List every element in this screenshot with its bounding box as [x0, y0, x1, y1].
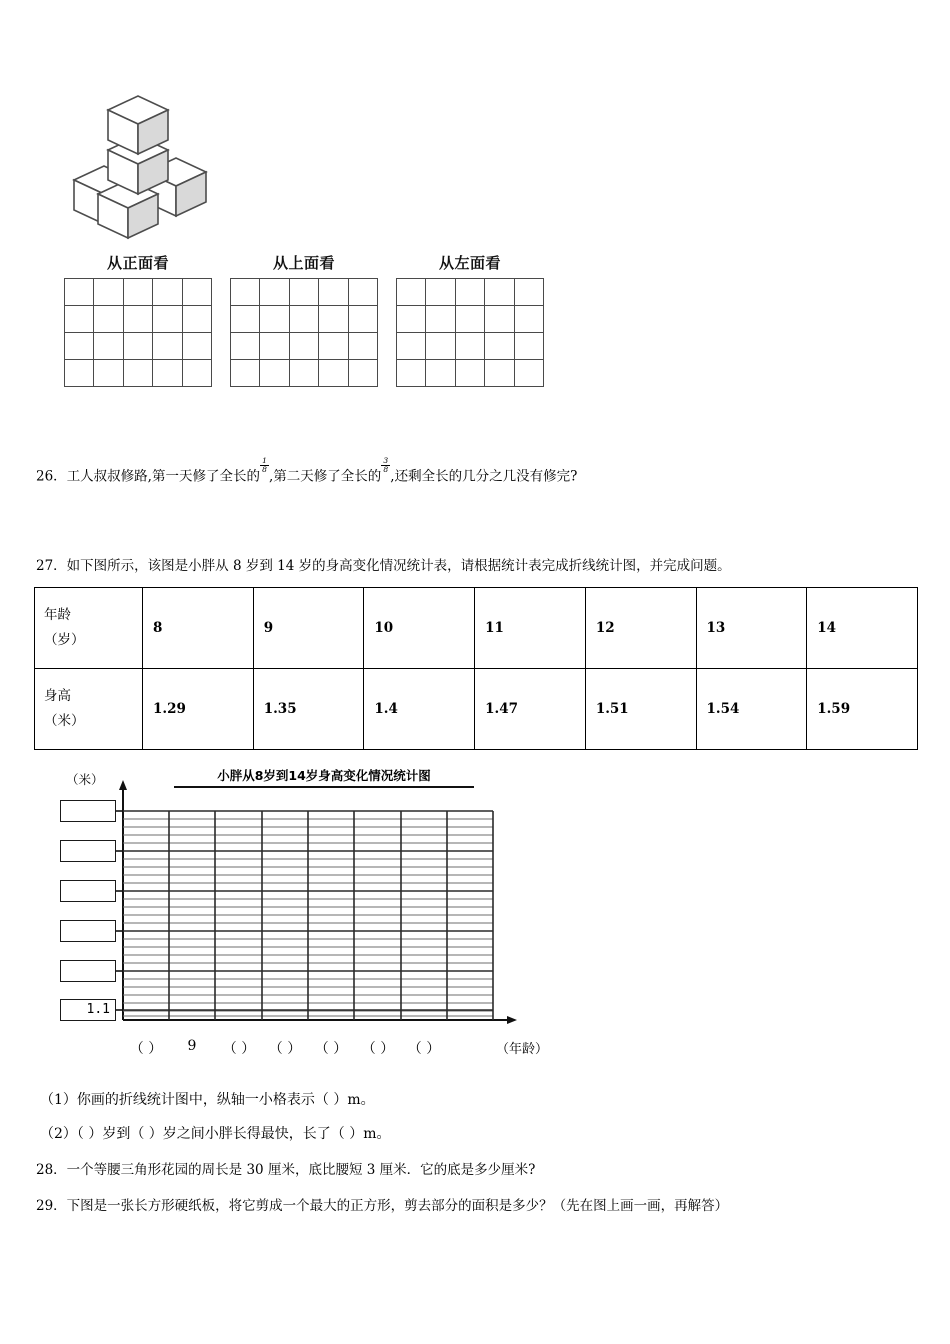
- left-view-label: 从左面看: [438, 254, 501, 272]
- grid-cell[interactable]: [94, 279, 123, 306]
- grid-cell[interactable]: [231, 360, 260, 387]
- grid-cell[interactable]: [231, 279, 260, 306]
- grid-cell[interactable]: [123, 360, 152, 387]
- question-27-sub1: （1）你画的折线统计图中，纵轴一小格表示（ ）m。: [40, 1092, 375, 1108]
- fraction-denominator: 8: [262, 464, 267, 474]
- grid-cell[interactable]: [319, 306, 348, 333]
- grid-cell[interactable]: [182, 279, 211, 306]
- grid-cell[interactable]: [485, 333, 514, 360]
- table-cell-age: 8: [143, 588, 254, 669]
- grid-cell[interactable]: [455, 279, 484, 306]
- grid-cell[interactable]: [289, 333, 318, 360]
- grid-cell[interactable]: [455, 306, 484, 333]
- y-axis-label-box-1[interactable]: 1.1: [60, 999, 116, 1021]
- table-cell-height: 1.4: [364, 669, 475, 750]
- grid-cell[interactable]: [123, 279, 152, 306]
- front-view-label: 从正面看: [106, 254, 169, 272]
- grid-cell[interactable]: [153, 333, 182, 360]
- table-cell-height: 1.51: [585, 669, 696, 750]
- row-header-height: [35, 669, 143, 750]
- table-cell-age: 14: [807, 588, 918, 669]
- table-cell-height: 1.59: [807, 669, 918, 750]
- grid-cell[interactable]: [397, 279, 426, 306]
- x-axis-label-2[interactable]: 9: [187, 1038, 197, 1054]
- grid-cell[interactable]: [182, 360, 211, 387]
- grid-cell[interactable]: [348, 360, 377, 387]
- table-cell-height: 1.35: [253, 669, 364, 750]
- fraction-one-eighth: [260, 457, 269, 473]
- grid-cell[interactable]: [514, 333, 543, 360]
- grid-cell[interactable]: [65, 279, 94, 306]
- table-cell-age: 10: [364, 588, 475, 669]
- height-statistics-table: [34, 587, 918, 750]
- table-cell-age: 13: [696, 588, 807, 669]
- fraction-three-eighths: [381, 457, 390, 473]
- grid-cell[interactable]: [319, 279, 348, 306]
- question-27: 27．如下图所示，该图是小胖从 8 岁到 14 岁的身高变化情况统计表，请根据统计表完成折线统计图，并完成问题。: [36, 558, 731, 574]
- y-axis-label-box-2[interactable]: [60, 960, 116, 982]
- left-view-block: [394, 252, 546, 387]
- grid-cell[interactable]: [65, 306, 94, 333]
- chart-grid-svg[interactable]: [56, 766, 556, 1066]
- row-header-age: [35, 588, 143, 669]
- x-axis-label-7[interactable]: （ ）: [407, 1041, 441, 1057]
- grid-cell[interactable]: [231, 306, 260, 333]
- table-cell-height: 1.29: [143, 669, 254, 750]
- grid-cell[interactable]: [397, 360, 426, 387]
- grid-cell[interactable]: [94, 360, 123, 387]
- grid-cell[interactable]: [514, 306, 543, 333]
- q26-part1: 工人叔叔修路,第一天修了全长的: [66, 468, 260, 485]
- table-row-height: [35, 669, 918, 750]
- grid-cell[interactable]: [65, 360, 94, 387]
- front-view-grid[interactable]: [64, 278, 212, 387]
- grid-cell[interactable]: [348, 333, 377, 360]
- q26-part3: ,还剩全长的几分之几没有修完?: [390, 468, 578, 485]
- question-28: 28．一个等腰三角形花园的周长是 30 厘米，底比腰短 3 厘米．它的底是多少厘米?: [36, 1162, 536, 1178]
- grid-cell[interactable]: [289, 279, 318, 306]
- question-27-sub2: （2）（ ）岁到（ ）岁之间小胖长得最快，长了（ ）m。: [40, 1126, 391, 1142]
- row-header-age-line2: （岁）: [44, 632, 85, 648]
- q26-number: 26．: [36, 468, 67, 485]
- q26-part2: ,第二天修了全长的: [268, 468, 382, 485]
- table-cell-age: 9: [253, 588, 364, 669]
- grid-cell[interactable]: [94, 333, 123, 360]
- grid-cell[interactable]: [348, 306, 377, 333]
- fraction-numerator: 3: [381, 457, 390, 466]
- grid-cell[interactable]: [514, 279, 543, 306]
- y-axis-label-box-4[interactable]: [60, 880, 116, 902]
- chart-y-unit-label: （米）: [66, 772, 104, 787]
- grid-cell[interactable]: [65, 333, 94, 360]
- question-26: [36, 456, 578, 487]
- grid-cell[interactable]: [485, 279, 514, 306]
- left-view-grid[interactable]: [396, 278, 544, 387]
- x-axis-label-5[interactable]: （ ）: [314, 1041, 348, 1057]
- table-cell-height: 1.47: [475, 669, 586, 750]
- grid-cell[interactable]: [455, 333, 484, 360]
- fraction-numerator: 1: [260, 457, 269, 466]
- fraction-denominator: 8: [383, 464, 389, 474]
- grid-cell[interactable]: [426, 306, 455, 333]
- grid-cell[interactable]: [397, 333, 426, 360]
- top-view-grid[interactable]: [230, 278, 378, 387]
- three-view-grids: [62, 252, 562, 402]
- table-row-age: [35, 588, 918, 669]
- grid-cell[interactable]: [123, 306, 152, 333]
- grid-cell[interactable]: [289, 360, 318, 387]
- grid-cell[interactable]: [397, 306, 426, 333]
- grid-cell[interactable]: [123, 333, 152, 360]
- x-axis-label-3[interactable]: （ ）: [222, 1041, 256, 1057]
- grid-cell[interactable]: [153, 306, 182, 333]
- grid-cell[interactable]: [319, 333, 348, 360]
- row-header-age-line1: 年龄: [44, 607, 71, 624]
- grid-cell[interactable]: [485, 306, 514, 333]
- grid-cell[interactable]: [426, 333, 455, 360]
- table-cell-height: 1.54: [696, 669, 807, 750]
- grid-cell[interactable]: [182, 333, 211, 360]
- row-header-height-line2: （米）: [44, 713, 85, 729]
- top-view-label: 从上面看: [272, 254, 335, 272]
- x-axis-label-4[interactable]: （ ）: [268, 1041, 302, 1057]
- x-axis-label-1[interactable]: （ ）: [129, 1041, 163, 1057]
- grid-cell[interactable]: [260, 279, 289, 306]
- y-axis-label-box-6[interactable]: [60, 800, 116, 822]
- grid-cell[interactable]: [182, 306, 211, 333]
- grid-cell[interactable]: [260, 333, 289, 360]
- front-view-block: [62, 252, 214, 387]
- grid-cell[interactable]: [514, 360, 543, 387]
- grid-cell[interactable]: [426, 360, 455, 387]
- grid-cell[interactable]: [94, 306, 123, 333]
- grid-cell[interactable]: [153, 279, 182, 306]
- grid-cell[interactable]: [319, 360, 348, 387]
- grid-cell[interactable]: [455, 360, 484, 387]
- grid-cell[interactable]: [260, 306, 289, 333]
- grid-cell[interactable]: [426, 279, 455, 306]
- table-cell-age: 11: [475, 588, 586, 669]
- grid-cell[interactable]: [289, 306, 318, 333]
- table-cell-age: 12: [585, 588, 696, 669]
- grid-cell[interactable]: [153, 360, 182, 387]
- grid-cell[interactable]: [348, 279, 377, 306]
- cube-stack-isometric-figure: [60, 88, 220, 240]
- x-axis-label-6[interactable]: （ ）: [361, 1041, 395, 1057]
- y-axis-label-box-3[interactable]: [60, 920, 116, 942]
- grid-cell[interactable]: [485, 360, 514, 387]
- line-chart-worksheet: [56, 766, 556, 1066]
- chart-title: 小胖从8岁到14岁身高变化情况统计图: [174, 766, 474, 788]
- y-axis-label-box-5[interactable]: [60, 840, 116, 862]
- grid-cell[interactable]: [260, 360, 289, 387]
- chart-x-axis-title: （年龄）: [496, 1042, 549, 1057]
- grid-cell[interactable]: [231, 333, 260, 360]
- question-29: 29．下图是一张长方形硬纸板，将它剪成一个最大的正方形，剪去部分的面积是多少？（先在图上画一画，再解答）: [36, 1198, 729, 1214]
- top-view-block: [228, 252, 380, 387]
- row-header-height-line1: 身高: [44, 688, 71, 705]
